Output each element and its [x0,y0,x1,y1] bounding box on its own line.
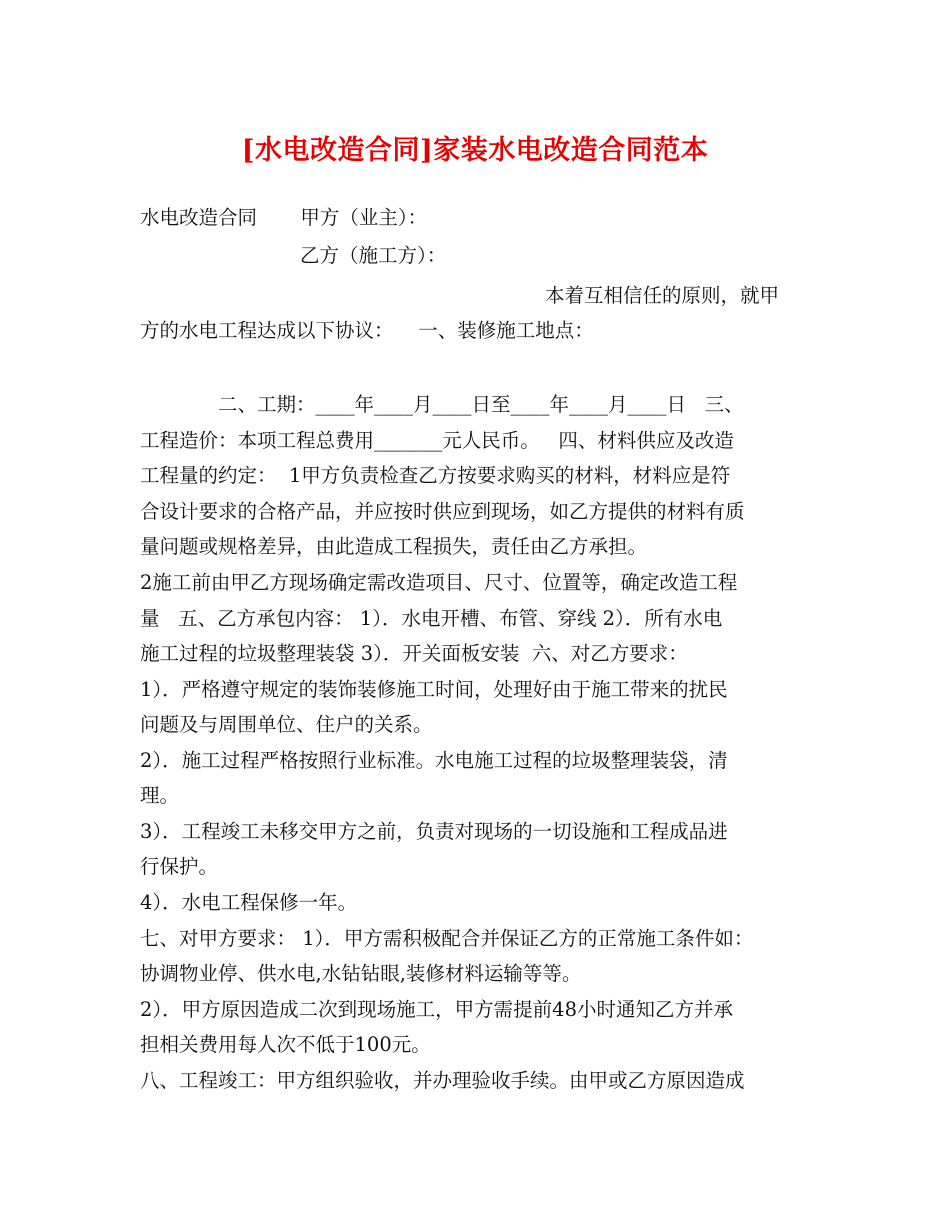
text-line: 行保护。 [140,855,219,878]
text-line: 本着互相信任的原则，就甲 [545,284,780,307]
text-line: 担相关费用每人次不低于100元。 [140,1033,431,1056]
text-line: 方的水电工程达成以下协议： 一、装修施工地点： [140,319,594,342]
text-line: 工程造价：本项工程总费用_______元人民币。 四、材料供应及改造 [140,429,734,452]
text-line: 七、对甲方要求： 1）．甲方需积极配合并保证乙方的正常施工条件如： [140,927,754,950]
text-line: 施工过程的垃圾整理装袋 3）．开关面板安装 六、对乙方要求： [140,642,688,665]
text-line: 工程量的约定： 1甲方负责检查乙方按要求购买的材料，材料应是符 [140,464,731,487]
text-line: 理。 [140,784,180,807]
text-line: 3）．工程竣工未移交甲方之前，负责对现场的一切设施和工程成品进 [140,820,728,843]
text-line: 问题及与周围单位、住户的关系。 [140,713,433,736]
text-line: 1）．严格遵守规定的装饰装修施工时间，处理好由于施工带来的扰民 [140,678,728,701]
text-line: 合设计要求的合格产品，并应按时供应到现场，如乙方提供的材料有质 [140,500,745,523]
text-line: 2）．施工过程严格按照行业标准。水电施工过程的垃圾整理装袋，清 [140,749,728,772]
text-line: 八、工程竣工：甲方组织验收，并办理验收手续。由甲或乙方原因造成 [140,1069,745,1092]
text-line: 量 五、乙方承包内容： 1）．水电开槽、布管、穿线 2）．所有水电 [140,607,723,630]
text-line: 二、工期：____年____月____日至____年____月____日 三、 [218,393,744,416]
text-line: 2）．甲方原因造成二次到现场施工，甲方需提前48小时通知乙方并承 [140,998,733,1021]
text-line: 协调物业停、供水电,水钻钻眼,装修材料运输等等。 [140,962,582,985]
text-line: 4）．水电工程保修一年。 [140,891,358,914]
text-line-party-b: 乙方（施工方）： [300,244,447,267]
text-line: 量问题或规格差异，由此造成工程损失，责任由乙方承担。 [140,535,648,558]
document-title: [水电改造合同]家装水电改造合同范本 [241,135,709,166]
text-line-parties: 水电改造合同 甲方（业主）： [140,206,428,229]
text-line: 2施工前由甲乙方现场确定需改造项目、尺寸、位置等，确定改造工程 [140,571,738,594]
